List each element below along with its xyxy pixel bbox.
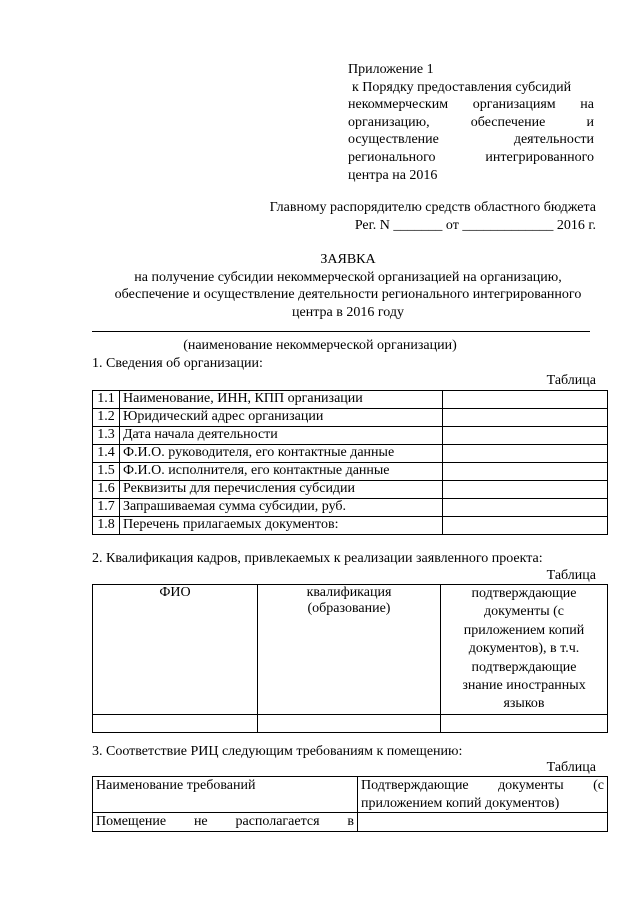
header-line: подтверждающие <box>471 586 577 601</box>
section-2-heading: 2. Квалификация кадров, привлекаемых к реализации заявленного проекта: <box>92 551 543 566</box>
header-line: документы (с <box>483 604 564 620</box>
word: обеспечение <box>470 114 546 130</box>
table-row <box>93 391 608 409</box>
row-number: 1.7 <box>93 499 120 517</box>
row-number: 1.2 <box>93 409 120 427</box>
title-line: центра в 2016 году <box>292 304 404 320</box>
word: (с <box>593 778 604 793</box>
title-line: на получение субсидии некоммерческой организацией на организацию, <box>134 269 562 285</box>
table-cell[interactable] <box>93 714 258 732</box>
col-header-documents <box>358 777 608 813</box>
word: организациям <box>472 97 556 113</box>
word: организацию, <box>348 114 430 130</box>
table-cell[interactable] <box>441 714 608 732</box>
word: не <box>193 814 208 829</box>
word: документы <box>498 778 564 793</box>
row-number: 1.8 <box>93 517 120 535</box>
table-cell[interactable] <box>258 714 441 732</box>
org-name-underline <box>92 331 590 332</box>
header-line <box>361 777 604 795</box>
header-line: квалификация <box>306 585 392 600</box>
section-3-heading: 3. Соответствие РИЦ следующим требованиям к помещению: <box>92 744 463 759</box>
header-line: языков <box>503 696 545 712</box>
requirement-text <box>96 813 354 831</box>
header-line: документов), в т.ч. <box>468 641 580 657</box>
organization-info-table <box>92 390 608 535</box>
word: Помещение <box>96 814 167 829</box>
row-number: 1.4 <box>93 445 120 463</box>
word: в <box>347 814 354 829</box>
title-heading: ЗАЯВКА <box>320 252 376 267</box>
table-row <box>93 481 608 499</box>
table-row <box>93 714 608 732</box>
row-number: 1.5 <box>93 463 120 481</box>
table-row <box>93 427 608 445</box>
row-value[interactable] <box>443 445 608 463</box>
table-3-label: Таблица <box>546 760 596 775</box>
appendix-line <box>348 96 594 114</box>
table-row <box>93 813 608 832</box>
table-row <box>93 445 608 463</box>
word: деятельности <box>513 132 594 148</box>
word: регионального <box>348 149 436 165</box>
staff-qualification-table <box>92 584 608 733</box>
org-name-caption: (наименование некоммерческой организации) <box>183 338 457 353</box>
col-header-requirements: Наименование требований <box>93 777 358 813</box>
row-label: Ф.И.О. исполнителя, его контактные данные <box>120 463 443 481</box>
registration-line: Рег. N _______ от _____________ 2016 г. <box>354 217 596 233</box>
appendix-line <box>348 149 594 167</box>
row-number: 1.1 <box>93 391 120 409</box>
header-line: (образование) <box>307 601 391 616</box>
word: на <box>580 97 594 113</box>
row-value[interactable] <box>443 427 608 445</box>
table-2-label: Таблица <box>546 568 596 583</box>
row-value[interactable] <box>443 391 608 409</box>
row-value[interactable] <box>443 499 608 517</box>
row-number: 1.3 <box>93 427 120 445</box>
appendix-line: к Порядку предоставления субсидий <box>352 79 572 95</box>
row-value[interactable] <box>443 463 608 481</box>
row-label: Запрашиваемая сумма субсидии, руб. <box>120 499 443 517</box>
appendix-line <box>348 131 594 149</box>
recipient-block <box>270 199 596 234</box>
col-header-qualification <box>258 585 441 715</box>
document-title <box>88 251 608 321</box>
requirement-cell <box>93 813 358 832</box>
table-1-label: Таблица <box>546 373 596 388</box>
appendix-line: центра на 2016 <box>348 167 438 183</box>
word: некоммерческим <box>348 97 449 113</box>
col-header-fio: ФИО <box>93 585 258 715</box>
appendix-line <box>348 114 594 132</box>
recipient-line: Главному распорядителю средств областного бюджета <box>269 200 596 215</box>
row-label: Перечень прилагаемых документов: <box>120 517 443 535</box>
table-row <box>93 499 608 517</box>
table-row <box>93 517 608 535</box>
row-label: Наименование, ИНН, КПП организации <box>120 391 443 409</box>
table-row <box>93 409 608 427</box>
title-line: обеспечение и осуществление деятельности регионального интегрированного <box>114 287 582 302</box>
row-value[interactable] <box>443 517 608 535</box>
header-line: знание иностранных <box>462 678 586 694</box>
row-label: Ф.И.О. руководителя, его контактные данные <box>120 445 443 463</box>
word: осуществление <box>348 132 439 148</box>
documents-cell[interactable] <box>358 813 608 832</box>
header-line: подтверждающие <box>471 659 577 675</box>
table-row <box>93 463 608 481</box>
row-value[interactable] <box>443 481 608 499</box>
word: Подтверждающие <box>361 778 469 793</box>
header-line: приложением копий документов) <box>361 795 560 811</box>
word: располагается <box>235 814 320 829</box>
row-label: Дата начала деятельности <box>120 427 443 445</box>
section-1-heading: 1. Сведения об организации: <box>92 356 263 371</box>
table-header-row <box>93 777 608 813</box>
premises-requirements-table <box>92 776 608 832</box>
word: интегрированного <box>485 149 594 165</box>
word: и <box>586 114 594 130</box>
col-header-documents <box>441 585 608 715</box>
table-header-row <box>93 585 608 715</box>
appendix-title: Приложение 1 <box>348 62 434 77</box>
row-value[interactable] <box>443 409 608 427</box>
header-line: приложением копий <box>463 622 585 638</box>
row-number: 1.6 <box>93 481 120 499</box>
row-label: Реквизиты для перечисления субсидии <box>120 481 443 499</box>
appendix-header <box>348 61 594 184</box>
row-label: Юридический адрес организации <box>120 409 443 427</box>
